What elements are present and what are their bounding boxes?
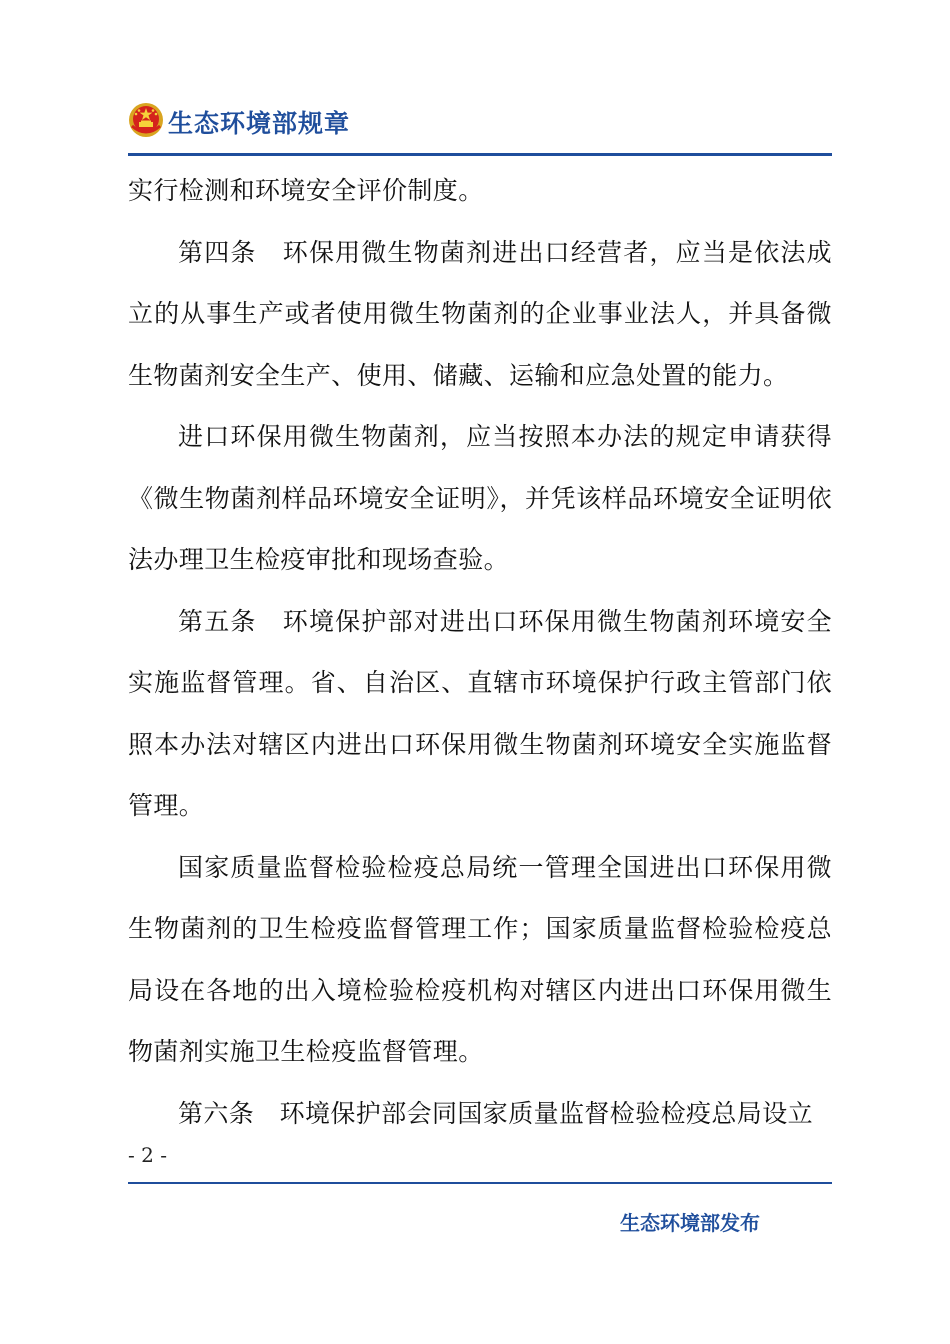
document-header <box>128 100 832 144</box>
national-emblem-icon <box>128 102 164 138</box>
paragraph-article-5: 第五条 环境保护部对进出口环保用微生物菌剂环境安全实施监督管理。省、自治区、直辖市环境保护行政主管部门依照本办法对辖区内进出口环保用微生物菌剂环境安全实施监督管理。 <box>128 606 832 820</box>
footer-divider <box>128 1182 832 1184</box>
header-divider <box>128 153 832 156</box>
header-title: 生态环境部规章 <box>168 109 351 138</box>
paragraph-quarantine-management: 国家质量监督检验检疫总局统一管理全国进出口环保用微生物菌剂的卫生检疫监督管理工作；国家质量监督检验检疫总局设在各地的出入境检验检疫机构对辖区内进出口环保用微生物菌剂实施卫生检疫监督管理。 <box>128 852 832 1066</box>
document-body <box>128 160 832 1144</box>
publisher-label: 生态环境部发布 <box>620 1211 760 1235</box>
paragraph-article-4: 第四条 环保用微生物菌剂进出口经营者，应当是依法成立的从事生产或者使用微生物菌剂的企业事业法人，并具备微生物菌剂安全生产、使用、储藏、运输和应急处置的能力。 <box>128 237 832 390</box>
paragraph-article-6: 第六条 环境保护部会同国家质量监督检验检疫总局设立 <box>178 1098 814 1128</box>
paragraph-import-requirement: 进口环保用微生物菌剂，应当按照本办法的规定申请获得《微生物菌剂样品环境安全证明》，并凭该样品环境安全证明依法办理卫生检疫审批和现场查验。 <box>128 422 832 574</box>
page-number: - 2 - <box>128 1143 167 1167</box>
paragraph-continuation: 实行检测和环境安全评价制度。 <box>128 176 484 205</box>
